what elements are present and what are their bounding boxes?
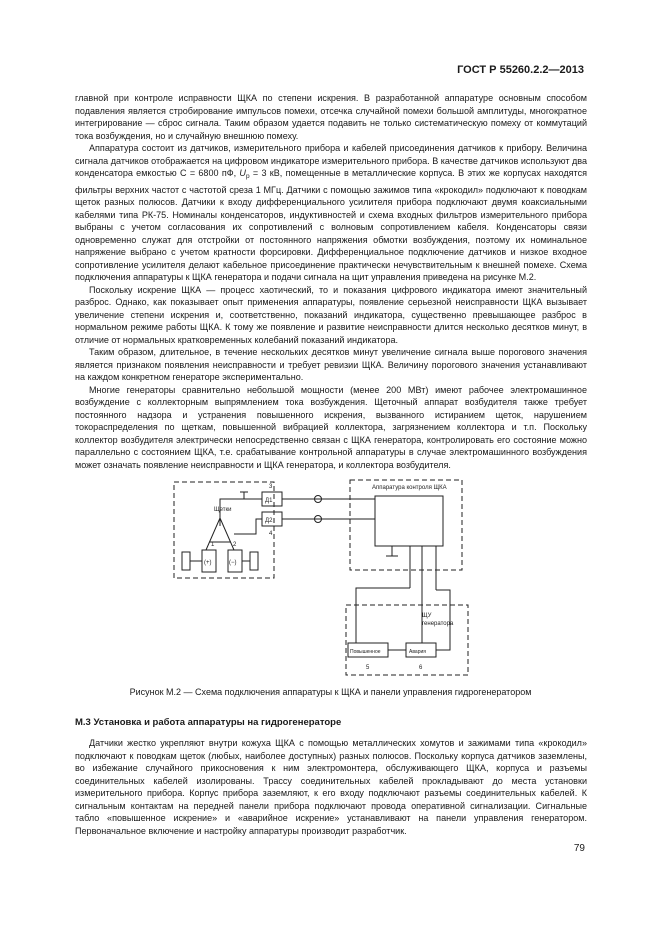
increased-sparking-label: Повышенное — [350, 649, 381, 655]
paragraph: главной при контроле исправности ЩКА по степени искрения. В разработанной аппаратуре основным способом подавления является стробирование импульсов помехи, отсечка случайной помехи большой амплитуды, многократное интегрирование — сброс сигнала. Таким образом удается подавить не только систематическую помеху от коммутаций тока возбуждения, но и случайную внешнюю помеху. — [75, 93, 587, 141]
figure-caption: Рисунок М.2 — Схема подключения аппаратуры к ЩКА и панели управления гидрогенератором — [129, 687, 532, 697]
document-code: ГОСТ Р 55260.2.2—2013 — [457, 64, 584, 76]
brush-enclosure — [174, 482, 274, 578]
sensor-d1-label: Д1 — [265, 498, 273, 504]
paragraph: Таким образом, длительное, в течение нескольких десятков минут увеличение сигнала выше порогового значения является признаком появления неисправности и требует ревизии ЩКА. Величину порогового значения устанавливают на каждом конкретном генераторе экспериментально. — [75, 347, 587, 382]
figure-number-1: 1 — [211, 542, 215, 548]
brushes-label: Щетки — [214, 507, 232, 513]
body-text-block-1 — [75, 92, 587, 471]
pole-minus-label: (−) — [229, 560, 237, 566]
paragraph: Многие генераторы сравнительно небольшой мощности (менее 200 МВт) имеют рабочее электромашинное возбуждение с коллекторным выпрямлением тока возбуждения. Щеточный аппарат возбудителя также требует постоянного надзора и устранения повышенного искрения, вызванного истиранием щеток, нарушением токораспределения по щеткам, повышенной вибрацией коллектора, загрязнением коллектора и т.п. Поскольку коллектор возбудителя электрически непосредственно связан с ЩКА генератора, контролировать его состояние можно параллельно с состоянием ЩКА, т.е. срабатывание контрольной аппаратуры в случае электромашинного возбуждения может означать появление неисправности и ЩКА генератора, и коллектора возбудителя. — [75, 384, 587, 470]
alarm-label: Авария — [409, 649, 426, 655]
pole-plus-label: (+) — [204, 560, 212, 566]
figure-number-4: 4 — [269, 531, 273, 537]
section-heading: М.3 Установка и работа аппаратуры на гидрогенераторе — [75, 717, 342, 728]
apparatus-enclosure — [350, 480, 462, 570]
apparatus-label: Аппаратура контроля ЩКА — [372, 485, 447, 491]
figure-number-2: 2 — [233, 542, 237, 548]
connection-diagram — [160, 478, 480, 678]
paragraph: Датчики жестко укрепляют внутри кожуха ЩКА с помощью металлических хомутов и зажимами типа «крокодил» подключают к поводкам щеток (любых, наиболее доступных) разных полюсов. Поскольку корпуса датчиков заземлены, во избежание случайного прикосновения к ним электромонтера, обслуживающего ЩКА, корпуса и разъемы соединительных кабелей изолированы. Трассу соединительных кабелей прокладывают до места установки измерительного прибора. Корпус прибора заземляют, к его входу подключают разъемы соединительных кабелей. К сигнальным контактам на передней панели прибора подключают провода оперативной сигнализации. Сигнальные табло «повышенное искрение» и «аварийное искрение» устанавливают на панели управления генератором. Первоначальное включение и настройку аппаратуры производит разработчик. — [75, 738, 587, 836]
figure-number-3: 3 — [269, 484, 273, 490]
page-number: 79 — [573, 843, 585, 854]
slip-ring-left — [182, 552, 190, 570]
paragraph: Аппаратура состоит из датчиков, измерительного прибора и кабелей присоединения датчиков к прибору. Величина сигнала датчиков отображается на цифровом индикаторе измерительного прибора. В качестве датчиков используют два конденсатора емкостью С = 6800 пФ, $U_р = 3$ кВ, помещенные в металлические корпуса. В этих же корпусах находятся фильтры верхних частот с частотой среза 1 МГц. Датчики с помощью зажимов типа «крокодил» подключают к поводкам щеток разных полюсов. Датчики к входу дифференциального усилителя прибора подключают двумя коаксиальными кабелями типа РК-75. Номиналы конденсаторов, индуктивностей и схема входных фильтров измерительного прибора выбраны с учетом согласования их сопротивлений с волновым сопротивлением кабеля. Конденсаторы связи одновременно служат для отстройки от постоянного напряжения обмотки возбуждения, поэтому их номинальное напряжение выбрано с учетом кратности форсировки. Дифференциальное подключение датчиков и низкое входное сопротивление усилителя делают кабельное присоединение практически нечувствительным к внешней помехе. Схема подключения аппаратуры к ЩКА генератора и подачи сигнала на щит управления приведена на рисунке М.2. — [75, 143, 587, 282]
slip-ring-right — [250, 552, 258, 570]
figure-number-5: 5 — [366, 665, 370, 671]
body-text-block-2 — [75, 737, 587, 837]
paragraph: Поскольку искрение ЩКА — процесс хаотический, то и показания цифрового индикатора имеют значительный разброс. Однако, как показывает опыт применения аппаратуры, появление серьезной неисправности ЩКА вызывает увеличение степени искрения и, соответственно, показаний индикатора, существенно превышающее разброс в нормальном режиме работы ЩКА. К тому же появление и развитие неисправности длится несколько десятков минут, в отличие от нормальных кратковременных колебаний показаний индикатора. — [75, 284, 587, 345]
panel-label-line1: ЩУ — [422, 613, 432, 619]
measuring-device — [375, 496, 443, 546]
figure-number-6: 6 — [419, 665, 423, 671]
panel-label-line2: генератора — [422, 621, 454, 627]
sensor-d2-label: Д2 — [265, 518, 273, 524]
